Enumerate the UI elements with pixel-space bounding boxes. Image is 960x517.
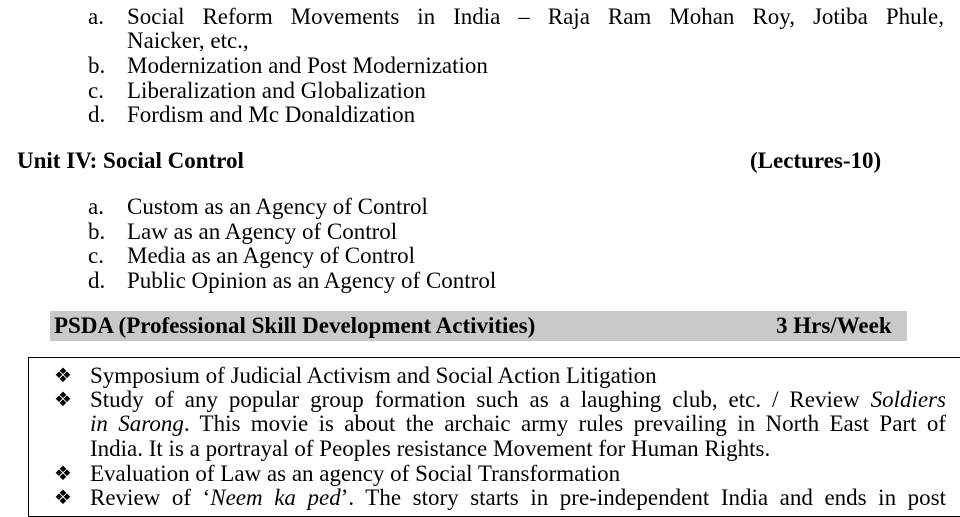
list-text: Social Reform Movements in India – Raja Ram Mohan Roy, Jotiba Phule, (127, 4, 944, 29)
activity-text (90, 388, 946, 412)
diamond-bullet-icon: ❖ (54, 463, 72, 485)
list-letter: a. (88, 4, 104, 29)
activity-text-cont: India. It is a portrayal of Peoples resistance Movement for Human Rights. (90, 436, 771, 461)
list-text: Fordism and Mc Donaldization (127, 102, 416, 127)
list-text: Law as an Agency of Control (127, 219, 398, 244)
list-letter: d. (88, 268, 106, 293)
psda-hours: 3 Hrs/Week (776, 313, 892, 338)
activity-text: Symposium of Judicial Activism and Social Action Litigation (90, 363, 657, 388)
diamond-bullet-icon: ❖ (54, 487, 72, 509)
list-letter: b. (88, 53, 106, 78)
list-text-cont: Naicker, etc., (127, 28, 249, 53)
movie-title: Soldiers (870, 387, 946, 412)
diamond-bullet-icon: ❖ (54, 389, 72, 411)
activity-text-part: . This movie is about the archaic army rules prevailing in North East Part of (183, 411, 946, 436)
list-letter: c. (88, 78, 104, 103)
activity-text-cont (90, 412, 946, 436)
diamond-bullet-icon: ❖ (54, 365, 72, 387)
list-letter: d. (88, 102, 106, 127)
list-text: Liberalization and Globalization (127, 78, 426, 103)
activity-text (90, 486, 946, 510)
list-letter: a. (88, 194, 104, 219)
list-text: Public Opinion as an Agency of Control (127, 268, 497, 293)
unit-iv-lectures: (Lectures-10) (750, 148, 882, 173)
list-letter: b. (88, 219, 106, 244)
list-text: Custom as an Agency of Control (127, 194, 428, 219)
psda-title: PSDA (Professional Skill Development Activities) (54, 313, 536, 338)
activity-text: Evaluation of Law as an agency of Social Transformation (90, 461, 621, 486)
activity-text-part: Study of any popular group formation such as a laughing club, etc. / Review (90, 387, 871, 412)
unit-iv-title: Unit IV: Social Control (17, 148, 244, 173)
activity-text-part: Review of ‘ (90, 485, 211, 510)
movie-title: in Sarong (90, 411, 184, 436)
list-letter: c. (88, 243, 104, 268)
list-text: Modernization and Post Modernization (127, 53, 488, 78)
movie-title: Neem ka ped (210, 485, 341, 510)
activity-text-part: ’. The story starts in pre-independent India and ends in post (340, 485, 946, 510)
list-text: Media as an Agency of Control (127, 243, 416, 268)
